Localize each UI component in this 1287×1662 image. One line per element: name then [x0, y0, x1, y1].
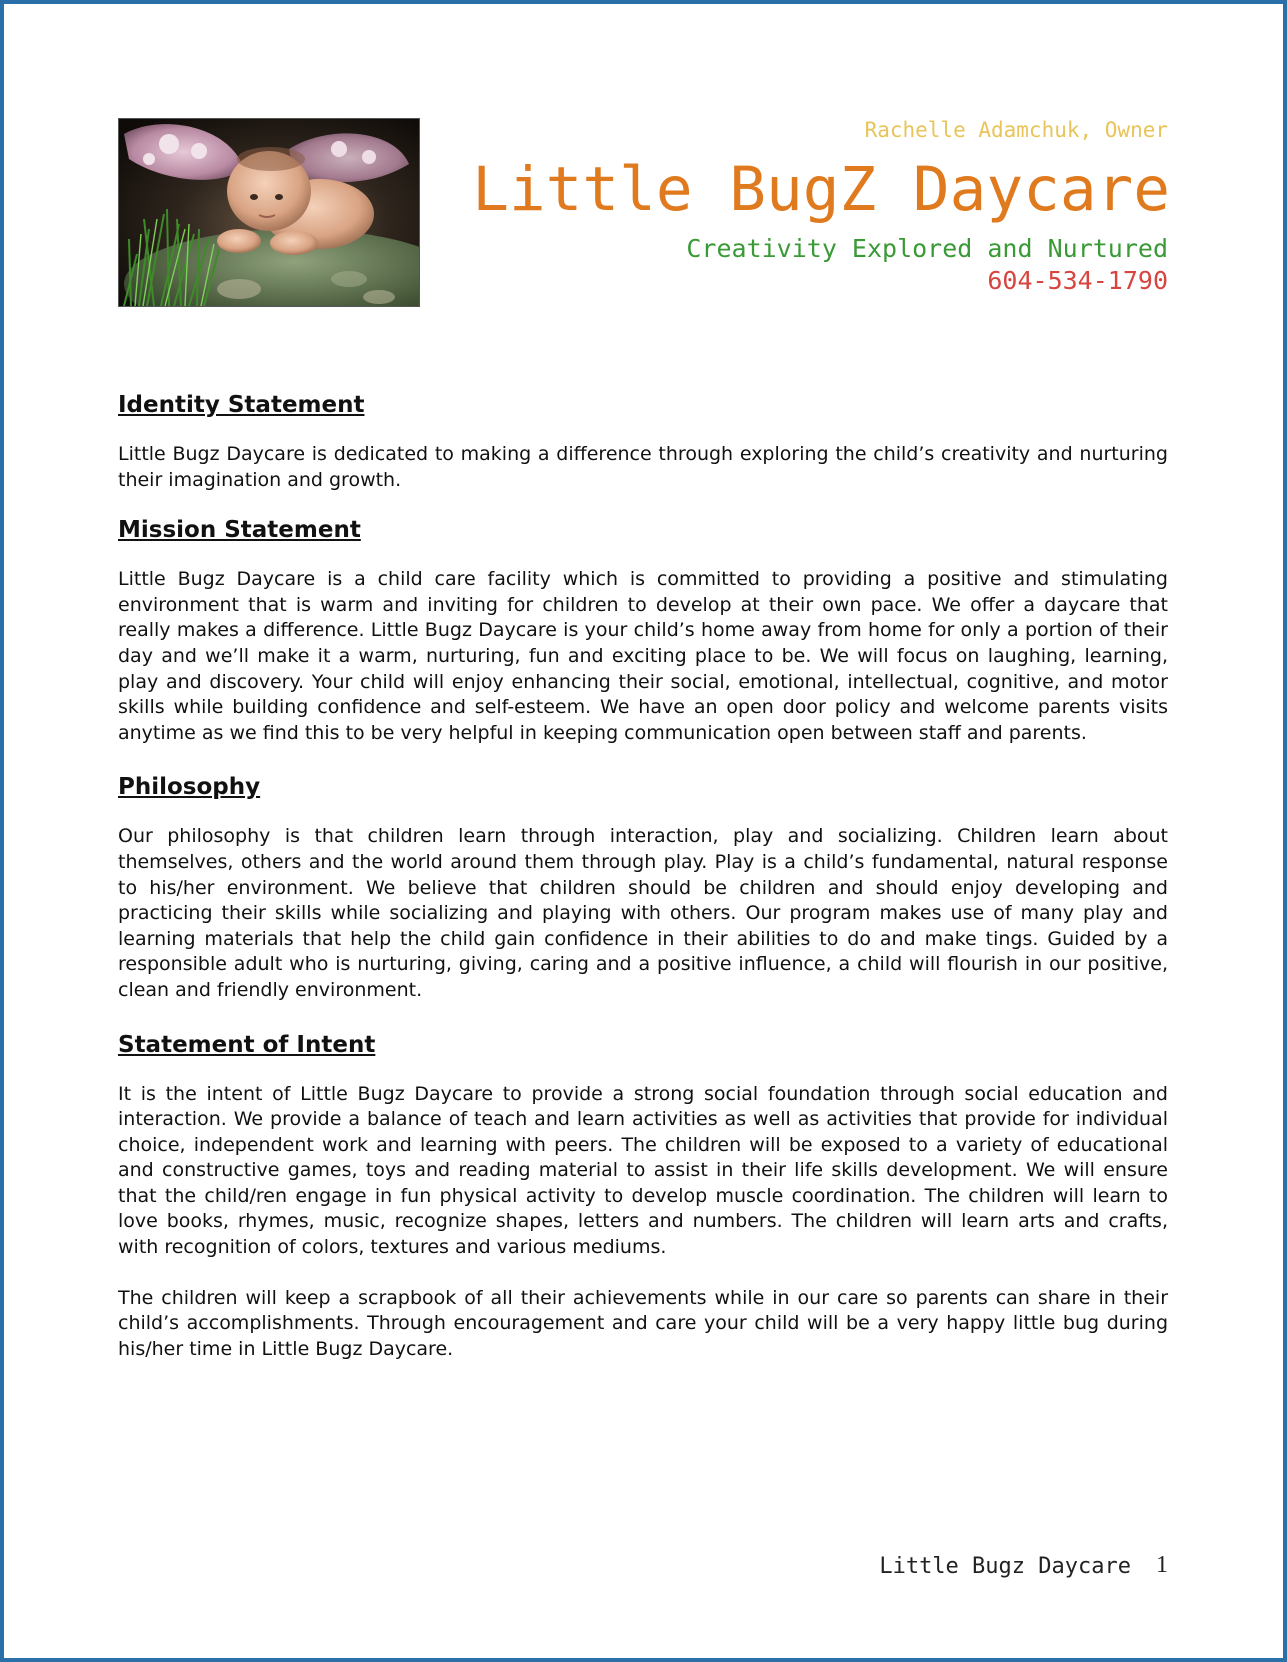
baby-photo: [118, 118, 420, 307]
footer-title: Little Bugz Daycare: [879, 1554, 1131, 1579]
philosophy-paragraph: Our philosophy is that children learn through interaction, play and socializing. Children learn about themselves, others and the world around them through play. Play is a child’s fundamental, natural response to his/her environment. We believe that children should be children and should enjoy developing and practicing their skills while socializing and playing with others. Our program makes use of many play and learning materials that help the child gain confidence in their abilities to do and make tings. Guided by a responsible adult who is nurturing, giving, caring and a positive influence, a child will flourish in our positive, clean and friendly environment.: [118, 825, 1168, 1001]
intent-heading: Statement of Intent: [118, 1031, 376, 1058]
phone-number: 604-534-1790: [987, 266, 1168, 295]
mission-heading: Mission Statement: [118, 517, 361, 544]
title-clip: [418, 150, 1170, 230]
intent-paragraph-2: The children will keep a scrapbook of all their achievements while in our care so parents can share in their child’s accomplishments. Through encouragement and care your child will be a very happy little bug during his/her time in Little Bugz Daycare.: [118, 1286, 1168, 1360]
identity-heading: Identity Statement: [118, 392, 365, 418]
daycare-title: Little BugZ Daycare: [472, 154, 1170, 225]
page-number: 1: [1156, 1552, 1168, 1578]
identity-paragraph: Little Bugz Daycare is dedicated to making a difference through exploring the child’s creativity and nurturing their imagination and growth.: [118, 443, 1168, 491]
mission-paragraph: Little Bugz Daycare is a child care facility which is committed to providing a positive and stimulating environment that is warm and inviting for children to develop at their own pace. We offer a daycare that really makes a difference. Little Bugz Daycare is your child’s home away from home for only a portion of their day and we’ll make it a warm, nurturing, fun and exciting place to be. We will focus on laughing, learning, play and discovery. Your child will enjoy enhancing their social, emotional, intellectual, cognitive, and motor skills while building confidence and self-esteem. We have an open door policy and welcome parents visits anytime as we find this to be very helpful in keeping communication open between staff and parents.: [118, 568, 1168, 744]
intent-paragraph-1: It is the intent of Little Bugz Daycare to provide a strong social foundation through social education and interaction. We provide a balance of teach and learn activities as well as activities that provide for individual choice, independent work and learning with peers. The children will be exposed to a variety of educational and constructive games, toys and reading material to assist in their life skills development. We will ensure that the child/ren engage in fun physical activity to develop muscle coordination. The children will learn to love books, rhymes, music, recognize shapes, letters and numbers. The children will learn arts and crafts, with recognition of colors, textures and various mediums.: [118, 1082, 1168, 1259]
tagline: Creativity Explored and Nurtured: [686, 234, 1168, 263]
owner-line: Rachelle Adamchuk, Owner: [864, 118, 1168, 142]
philosophy-heading: Philosophy: [118, 774, 261, 801]
document-body: [118, 390, 1168, 1362]
